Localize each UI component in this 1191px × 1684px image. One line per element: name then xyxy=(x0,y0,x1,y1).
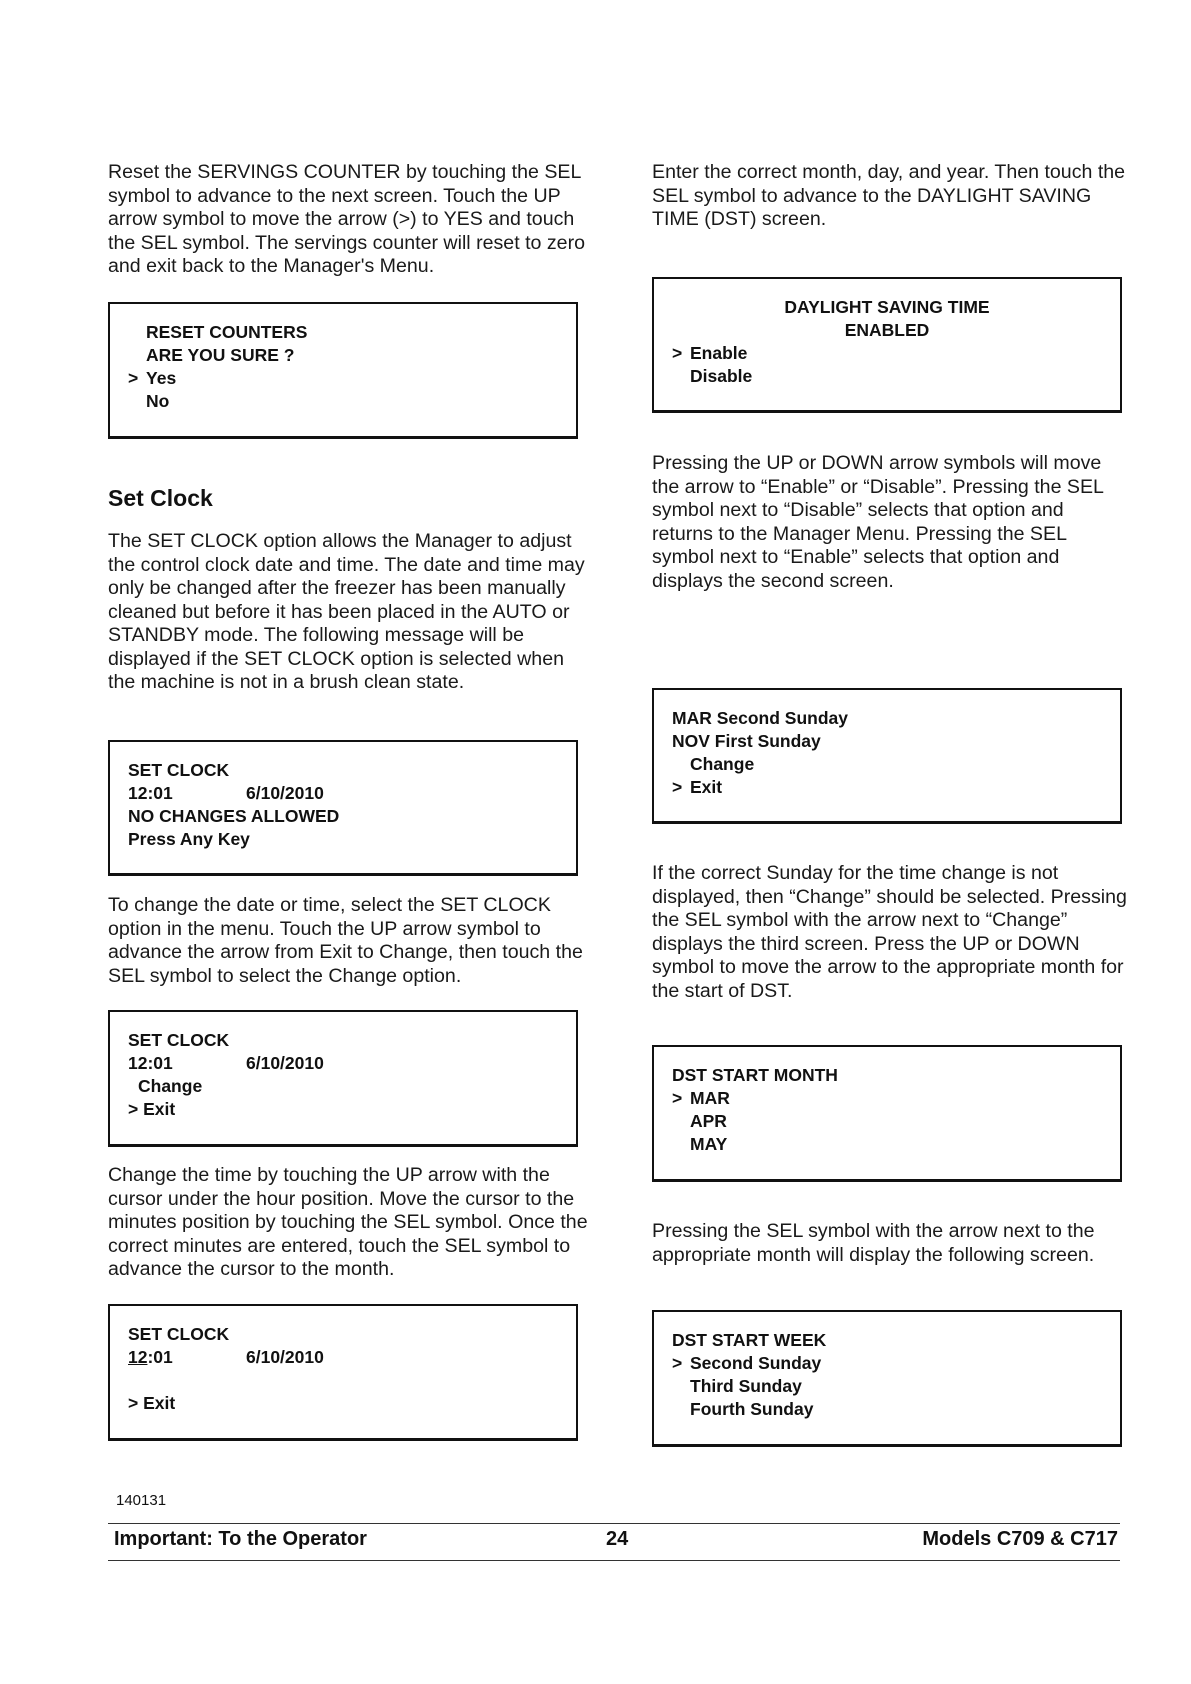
screen-title: SET CLOCK xyxy=(128,1030,230,1050)
footer-right: Models C709 & C717 xyxy=(922,1528,1118,1550)
selection-arrow: > xyxy=(128,1393,139,1413)
option: Fourth Sunday xyxy=(690,1399,814,1419)
screen-title: SET CLOCK xyxy=(128,1324,230,1344)
page-number: 24 xyxy=(606,1528,629,1550)
set-clock-paragraph: The SET CLOCK option allows the Manager to adjust the control clock date and time. The date and time may only be changed after the freezer has been manually cleaned but before it has been placed in the AUTO or STANDBY mode. The following message will be displayed if the SET CLOCK option is selected when the machine is not in a brush clean state. xyxy=(108,530,585,693)
selected-option: > Exit xyxy=(672,777,723,797)
screen-line: Press Any Key xyxy=(128,829,250,849)
selection-arrow: > xyxy=(672,343,683,363)
screen-line: ARE YOU SURE ? xyxy=(146,345,295,365)
screen-status: ENABLED xyxy=(844,320,930,340)
screen-title: DST START MONTH xyxy=(672,1065,838,1085)
selection-arrow: > xyxy=(672,777,683,797)
footer-bottom-rule xyxy=(108,1560,1120,1561)
screen-time-date: 12:01 6/10/2010 xyxy=(128,1347,324,1367)
screen-line: NOV First Sunday xyxy=(672,731,821,751)
selected-option: > Enable xyxy=(672,343,748,363)
enter-date-paragraph: Enter the correct month, day, and year. Then touch the SEL symbol to advance to the DAYLIGHT SAVING TIME (DST) screen. xyxy=(652,161,1126,230)
option: Disable xyxy=(690,366,753,386)
change-date-paragraph: To change the date or time, select the SET CLOCK option in the menu. Touch the UP arrow symbol to advance the arrow from Exit to Change, then touch the SEL symbol to select the Change option. xyxy=(108,894,583,987)
change-time-paragraph: Change the time by touching the UP arrow with the cursor under the hour position. Move the cursor to the minutes position by touching the SEL symbol. Once the correct minutes are entered, touch the SEL symbol to advance the cursor to the month. xyxy=(108,1164,588,1280)
dst-sunday-screen xyxy=(652,688,1122,824)
screen-title: SET CLOCK xyxy=(128,760,230,780)
reset-counter-paragraph: Reset the SERVINGS COUNTER by touching the SEL symbol to advance to the next screen. Touch the UP arrow symbol to move the arrow (>) to YES and touch the SEL symbol. The servings counter will reset to zero and exit back to the Manager's Menu. xyxy=(108,161,585,277)
dst-start-week-screen xyxy=(652,1310,1122,1447)
set-clock-cursor-screen xyxy=(108,1304,578,1441)
selected-option: > MAR xyxy=(672,1088,730,1108)
option: Change xyxy=(690,754,755,774)
selection-arrow: > xyxy=(672,1088,683,1108)
screen-title: DST START WEEK xyxy=(672,1330,827,1350)
selected-option: > Exit xyxy=(128,1099,176,1119)
footer-left: Important: To the Operator xyxy=(114,1528,367,1550)
selected-option: > Second Sunday xyxy=(672,1353,822,1373)
option: Change xyxy=(138,1076,203,1096)
selection-arrow: > xyxy=(672,1353,683,1373)
screen-time-date: 12:01 6/10/2010 xyxy=(128,783,324,803)
dst-screen xyxy=(652,277,1122,413)
selection-arrow: > xyxy=(128,368,139,388)
dst-start-month-screen xyxy=(652,1045,1122,1182)
option: MAY xyxy=(690,1134,728,1154)
screen-line: NO CHANGES ALLOWED xyxy=(128,806,340,826)
set-clock-no-change-screen xyxy=(108,740,578,876)
screen-line: MAR Second Sunday xyxy=(672,708,848,728)
sunday-paragraph: If the correct Sunday for the time change is not displayed, then “Change” should be selected. Pressing the SEL symbol with the arrow next to “Change” displays the third screen. Press the UP or DOWN symbol to move the arrow to the appropriate month for the start of DST. xyxy=(652,862,1127,1002)
screen-title: DAYLIGHT SAVING TIME xyxy=(784,297,990,317)
selected-option: > Yes xyxy=(128,368,177,388)
reset-counters-screen xyxy=(108,302,578,439)
selection-arrow: > xyxy=(128,1099,139,1119)
option: No xyxy=(146,391,170,411)
section-title: Set Clock xyxy=(108,485,213,511)
option: Third Sunday xyxy=(690,1376,802,1396)
month-paragraph: Pressing the SEL symbol with the arrow next to the appropriate month will display the following screen. xyxy=(652,1220,1095,1266)
dst-paragraph: Pressing the UP or DOWN arrow symbols will move the arrow to “Enable” or “Disable”. Pressing the SEL symbol next to “Disable” selects that option and returns to the Manager Menu. Pressing the SEL symbol next to “Enable” selects that option and displays the second screen. xyxy=(652,452,1104,592)
footer-top-rule xyxy=(108,1523,1120,1524)
document-code: 140131 xyxy=(116,1492,167,1509)
hour-cursor: 12 xyxy=(128,1347,148,1367)
screen-line: RESET COUNTERS xyxy=(146,322,308,342)
set-clock-change-screen xyxy=(108,1010,578,1147)
option: APR xyxy=(690,1111,727,1131)
screen-time-date: 12:01 6/10/2010 xyxy=(128,1053,324,1073)
blank-line xyxy=(128,1369,558,1392)
selected-option: > Exit xyxy=(128,1393,176,1413)
